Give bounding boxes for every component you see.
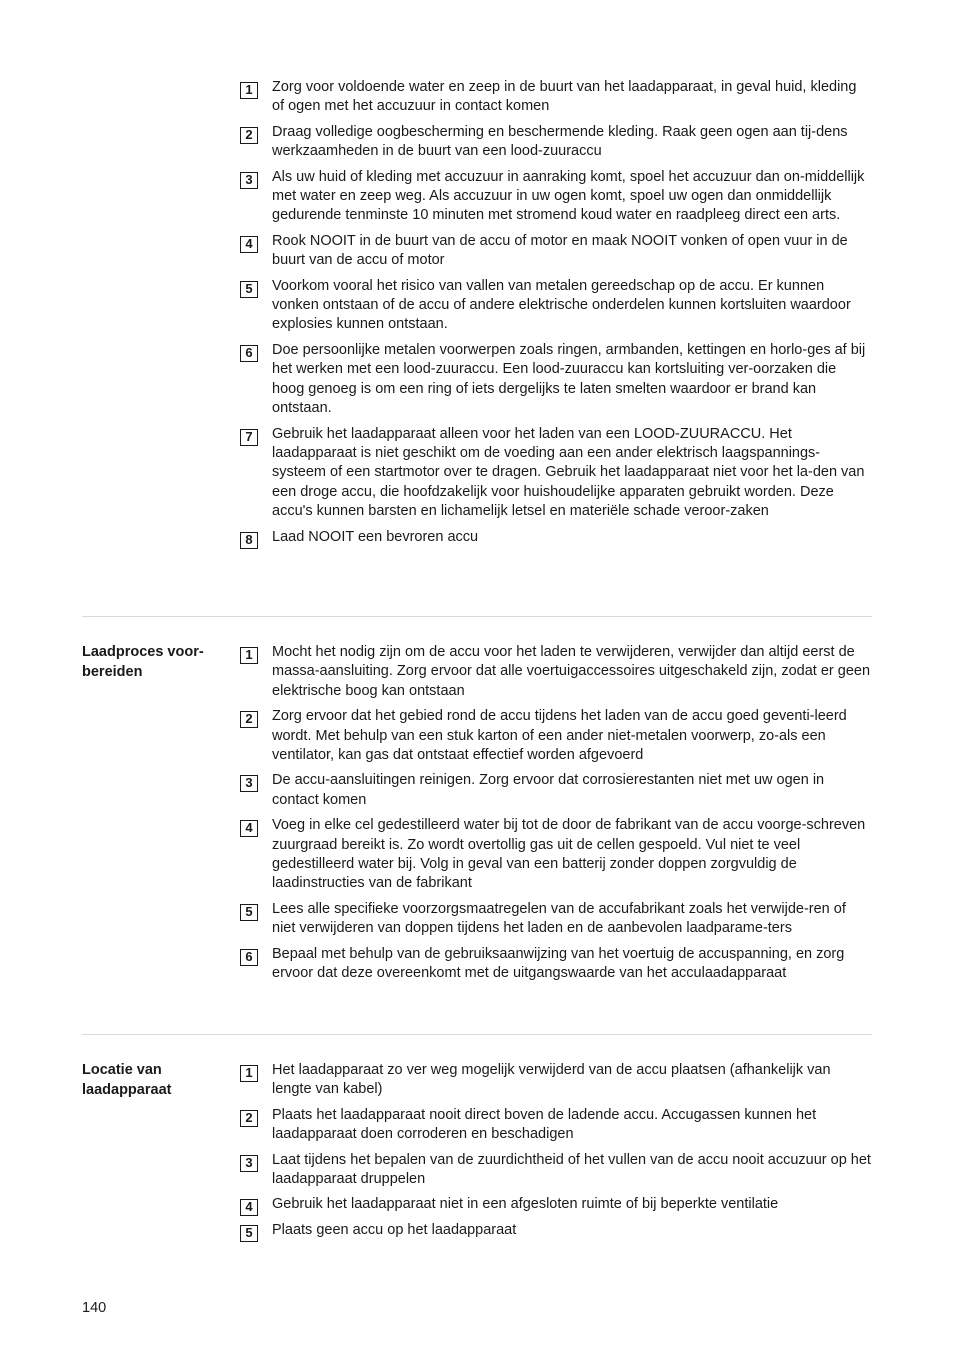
list-item	[240, 707, 872, 765]
item-text: Voorkom vooral het risico van vallen van metalen gereedschap op de accu. Er kunnen vonken ontstaan of de accu of andere elektrische onderdelen kunnen kortsluiten waardoor explosies kunnen ontstaan.	[272, 277, 851, 333]
item-number: 2	[240, 711, 258, 728]
item-list	[240, 643, 872, 990]
list-item	[240, 425, 872, 522]
item-text: Laat tijdens het bepalen van de zuurdichtheid of het vullen van de accu nooit accuzuur op het laadapparaat druppelen	[272, 1151, 871, 1188]
item-number: 5	[240, 281, 258, 298]
item-number: 1	[240, 1065, 258, 1082]
item-number: 6	[240, 949, 258, 966]
item-text: Draag volledige oogbescherming en beschermende kleding. Raak geen ogen aan tij-dens werkzaamheden in de buurt van een lood-zuuraccu	[272, 123, 848, 160]
list-item	[240, 1221, 872, 1240]
item-text: Plaats geen accu op het laadapparaat	[272, 1221, 517, 1238]
list-item	[240, 1106, 872, 1145]
page-number: 140	[82, 1300, 107, 1316]
item-text: Doe persoonlijke metalen voorwerpen zoals ringen, armbanden, kettingen en horlo-ges af bij het werken met een lood-zuuraccu. Een lood-zuuraccu kan kortsluiting ver-oorzaken die hoog genoeg is om een ring of iets dergelijks te laten smelten waardoor er brand kan ontstaan.	[272, 341, 866, 417]
item-text: Zorg voor voldoende water en zeep in de buurt van het laadapparaat, in geval huid, kleding of ogen met het accuzuur in contact komen	[272, 79, 857, 115]
list-item	[240, 1195, 872, 1214]
list-item	[240, 123, 872, 162]
item-text: Het laadapparaat zo ver weg mogelijk verwijderd van de accu plaatsen (afhankelijk van lengte van kabel)	[272, 1062, 831, 1098]
item-text: Voeg in elke cel gedestilleerd water bij tot de door de fabrikant van de accu voorge-schreven zuurgraad bereikt is. Zo wordt overtollig gas uit de cellen gespoeld. Vul niet te veel gedestilleerd water bij. Volg in geval van een batterij zonder doppen zorgvuldig de laadinstructies van de fabrikant	[272, 817, 866, 892]
item-number: 1	[240, 82, 258, 99]
item-text: Bepaal met behulp van de gebruiksaanwijzing van het voertuig de accuspanning, en zorg ervoor dat deze overeenkomt met de uitgangswaarde van het acculaadapparaat	[272, 945, 845, 982]
list-item	[240, 232, 872, 271]
list-item	[240, 78, 872, 117]
section-divider	[82, 1034, 872, 1035]
item-number: 2	[240, 1110, 258, 1127]
list-item	[240, 643, 872, 701]
item-number: 3	[240, 775, 258, 792]
item-number: 3	[240, 1155, 258, 1172]
item-number: 8	[240, 532, 258, 549]
list-item	[240, 816, 872, 894]
item-number: 1	[240, 647, 258, 664]
list-item	[240, 528, 872, 547]
item-number: 2	[240, 127, 258, 144]
item-number: 4	[240, 1199, 258, 1216]
list-item	[240, 341, 872, 419]
item-text: Laad NOOIT een bevroren accu	[272, 528, 479, 545]
item-text: De accu-aansluitingen reinigen. Zorg ervoor dat corrosierestanten niet met uw ogen in contact komen	[272, 772, 825, 808]
section-title: Locatie van laadapparaat	[82, 1062, 172, 1098]
item-list	[240, 1061, 872, 1246]
item-text: Lees alle specifieke voorzorgsmaatregelen van de accufabrikant zoals het verwijde-ren of niet verwijderen van doppen tijdens het laden en de aanbevolen laadparame-ters	[272, 900, 846, 937]
item-text: Gebruik het laadapparaat alleen voor het laden van een LOOD-ZUURACCU. Het laadapparaat is niet geschikt om de voeding aan een ander elektrisch laagspannings-systeem of een startmotor over te dragen. Gebruik het laadapparaat niet voor het la-den van een droge accu, die hoofdzakelijk voor huishoudelijke apparaten gebruikt worden. Deze accu's kunnen barsten en lichamelijk letsel en materiële schade veroor-zaken	[272, 425, 865, 520]
list-item	[240, 1061, 872, 1100]
list-item	[240, 168, 872, 226]
item-text: Zorg ervoor dat het gebied rond de accu tijdens het laden van de accu goed geventi-leerd wordt. Met behulp van een stuk karton of een ander niet-metalen voorwerp, zo-als een ventilator, kan gas dat ontstaat effectief worden afgevoerd	[272, 708, 847, 764]
item-text: Als uw huid of kleding met accuzuur in aanraking komt, spoel het accuzuur dan on-middellijk met water en zeep weg. Als accuzuur in uw ogen komt, spoel uw ogen dan onmiddellijk gedurende tenminste 10 minuten met stromend koud water en raadpleeg direct een arts.	[272, 168, 865, 224]
section-divider	[82, 616, 872, 617]
item-list	[240, 78, 872, 553]
section-title: Laadproces voor-bereiden	[82, 644, 204, 680]
item-text: Plaats het laadapparaat nooit direct boven de ladende accu. Accugassen kunnen het laadapparaat doen corroderen en beschadigen	[272, 1106, 817, 1143]
item-number: 5	[240, 904, 258, 921]
list-item	[240, 945, 872, 984]
item-number: 4	[240, 236, 258, 253]
item-number: 4	[240, 820, 258, 837]
list-item	[240, 1151, 872, 1190]
item-number: 5	[240, 1225, 258, 1242]
item-number: 3	[240, 172, 258, 189]
item-number: 7	[240, 429, 258, 446]
item-number: 6	[240, 345, 258, 362]
list-item	[240, 900, 872, 939]
item-text: Rook NOOIT in de buurt van de accu of motor en maak NOOIT vonken of open vuur in de buurt van de accu of motor	[272, 232, 848, 269]
item-text: Mocht het nodig zijn om de accu voor het laden te verwijderen, verwijder dan altijd eerst de massa-aansluiting. Zorg ervoor dat alle voertuigaccessoires uitgeschakeld zijn, zodat er geen elektrische boog kan ontstaan	[272, 644, 871, 699]
list-item	[240, 771, 872, 810]
list-item	[240, 277, 872, 335]
item-text: Gebruik het laadapparaat niet in een afgesloten ruimte of bij beperkte ventilatie	[272, 1196, 779, 1213]
